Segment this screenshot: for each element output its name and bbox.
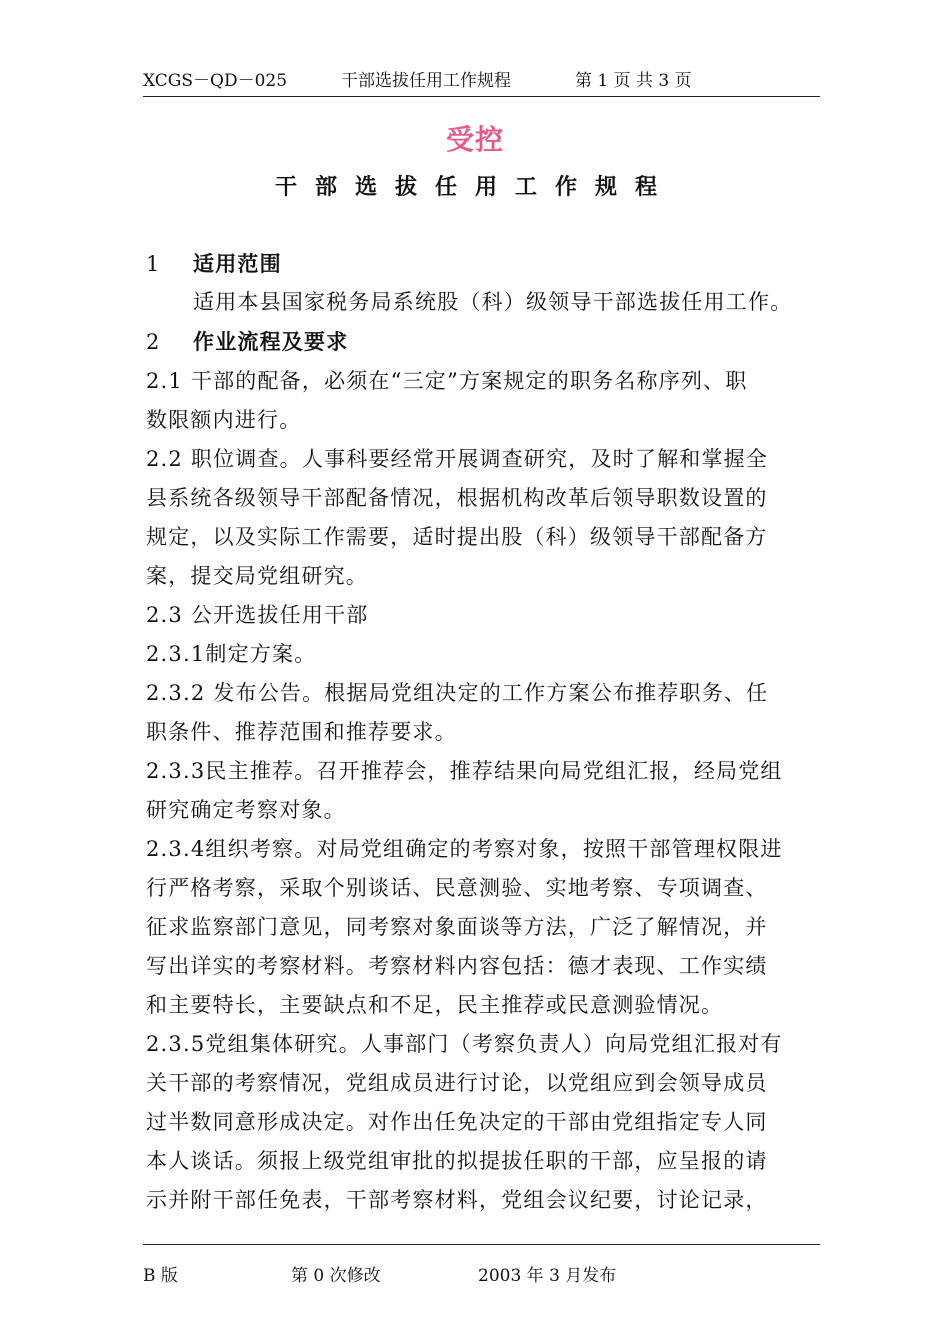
section-title: 适用范围 (193, 252, 282, 276)
paragraph-line: 行严格考察，采取个别谈话、民意测验、实地考察、专项调查、 (146, 876, 768, 900)
paragraph-line: 县系统各级领导干部配备情况，根据机构改革后领导职数设置的 (146, 486, 768, 510)
section-title: 作业流程及要求 (193, 330, 349, 354)
paragraph-line: 数限额内进行。 (146, 408, 302, 432)
paragraph-line: 2.3.1制定方案。 (146, 642, 317, 666)
paragraph-line: 2.1 干部的配备，必须在“三定”方案规定的职务名称序列、职 (146, 369, 748, 393)
paragraph-line: 过半数同意形成决定。对作出任免决定的干部由党组指定专人同 (146, 1110, 768, 1134)
paragraph-line: 写出详实的考察材料。考察材料内容包括：德才表现、工作实绩 (146, 954, 768, 978)
paragraph-line: 本人谈话。须报上级党组审批的拟提拔任职的干部，应呈报的请 (146, 1149, 768, 1173)
paragraph-line: 示并附干部任免表，干部考察材料，党组会议纪要，讨论记录， (146, 1188, 768, 1212)
paragraph-line: 适用本县国家税务局系统股（科）级领导干部选拔任用工作。 (193, 290, 793, 314)
page-footer (143, 1244, 820, 1285)
revision-label: 第 0 次修改 (291, 1266, 381, 1286)
paragraph-line: 2.3.3民主推荐。召开推荐会，推荐结果向局党组汇报，经局党组 (146, 759, 783, 783)
paragraph-line: 规定，以及实际工作需要，适时提出股（科）级领导干部配备方 (146, 525, 768, 549)
version-label: B 版 (143, 1266, 178, 1286)
paragraph-line: 案，提交局党组研究。 (146, 564, 368, 588)
document-title: 干部选拔任用工作规程 (274, 175, 675, 200)
paragraph-line: 研究确定考察对象。 (146, 798, 346, 822)
paragraph-line: 征求监察部门意见，同考察对象面谈等方法，广泛了解情况，并 (146, 915, 768, 939)
issue-date: 2003 年 3 月发布 (478, 1266, 617, 1286)
section-heading (146, 248, 282, 278)
controlled-stamp: 受控 (445, 123, 504, 156)
paragraph-line: 关干部的考察情况，党组成员进行讨论，以党组应到会领导成员 (146, 1071, 768, 1095)
doc-code: XCGS－QD－025 (143, 71, 288, 91)
paragraph-line: 2.3 公开选拔任用干部 (146, 603, 369, 627)
page-header (143, 66, 820, 97)
header-title: 干部选拔任用工作规程 (341, 71, 511, 91)
paragraph-line: 2.2 职位调查。人事科要经常开展调查研究，及时了解和掌握全 (146, 447, 769, 471)
page-info: 第 1 页 共 3 页 (575, 71, 692, 91)
paragraph-line: 2.3.4组织考察。对局党组确定的考察对象，按照干部管理权限进 (146, 837, 783, 861)
paragraph-line: 职条件、推荐范围和推荐要求。 (146, 720, 457, 744)
section-number: 1 (146, 252, 161, 276)
section-number: 2 (146, 330, 161, 354)
paragraph-line: 2.3.5党组集体研究。人事部门（考察负责人）向局党组汇报对有 (146, 1032, 783, 1056)
paragraph-line: 2.3.2 发布公告。根据局党组决定的工作方案公布推荐职务、任 (146, 681, 769, 705)
paragraph-line: 和主要特长，主要缺点和不足，民主推荐或民意测验情况。 (146, 993, 724, 1017)
section-heading (146, 326, 348, 356)
